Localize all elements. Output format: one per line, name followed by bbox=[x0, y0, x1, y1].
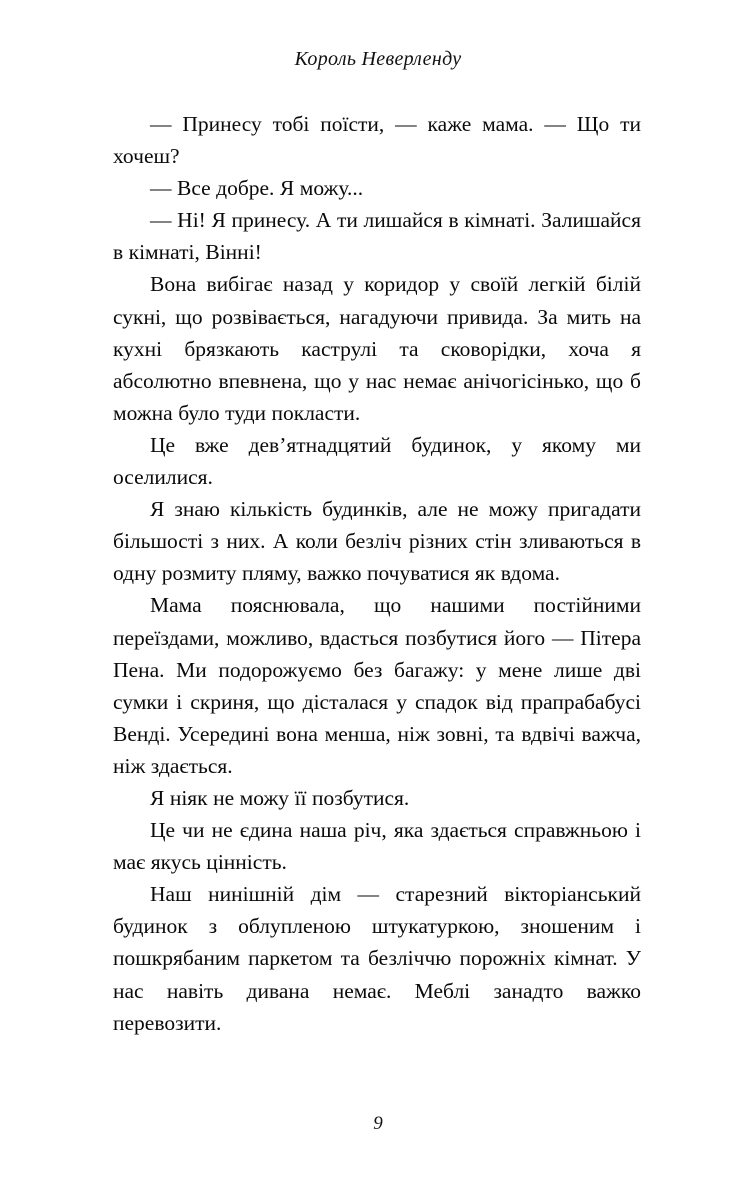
page-number: 9 bbox=[373, 1113, 383, 1134]
running-head: Король Неверленду bbox=[294, 48, 462, 70]
paragraph: Я ніяк не можу її позбутися. bbox=[150, 785, 410, 810]
paragraph: — Принесу тобі поїсти, — каже мама. — Що ти хочеш? bbox=[113, 112, 641, 169]
body-text-block bbox=[113, 108, 641, 1039]
paragraph: — Ні! Я принесу. А ти лишайся в кімнаті. Залишайся в кімнаті, Вінні! bbox=[113, 208, 641, 265]
paragraph: Вона вибігає назад у коридор у своїй легкій білій сукні, що розвівається, нагадуючи привида. За мить на кухні брязкають каструлі та сковорідки, хоча я абсолютно впевнена, що у нас немає анічогісінько, що б можна було туди покласти. bbox=[113, 272, 641, 425]
paragraph: — Все добре. Я можу... bbox=[150, 176, 364, 201]
paragraph: Наш нинішній дім — старезний вікторіанський будинок з облупленою штукатуркою, зношеним і пошкрябаним паркетом та безліччю порожніх кімнат. У нас навіть дивана немає. Меблі занадто важко перевозити. bbox=[113, 882, 641, 1035]
paragraph: Це чи не єдина наша річ, яка здається справжньою і має якусь цінність. bbox=[113, 818, 641, 875]
paragraph: Я знаю кількість будинків, але не можу пригадати більшості з них. А коли безліч різних стін зливаються в одну розмиту пляму, важко почуватися як вдома. bbox=[113, 497, 641, 586]
paragraph: Мама пояснювала, що нашими постійними переїздами, можливо, вдасться позбутися його — Пітера Пена. Ми подорожуємо без багажу: у мене лише дві сумки і скриня, що дісталася у спадок від прапрабабусі Венді. Усередині вона менша, ніж зовні, та вдвічі важча, ніж здається. bbox=[113, 593, 641, 778]
paragraph: Це вже дев’ятнадцятий будинок, у якому ми оселилися. bbox=[113, 432, 641, 490]
